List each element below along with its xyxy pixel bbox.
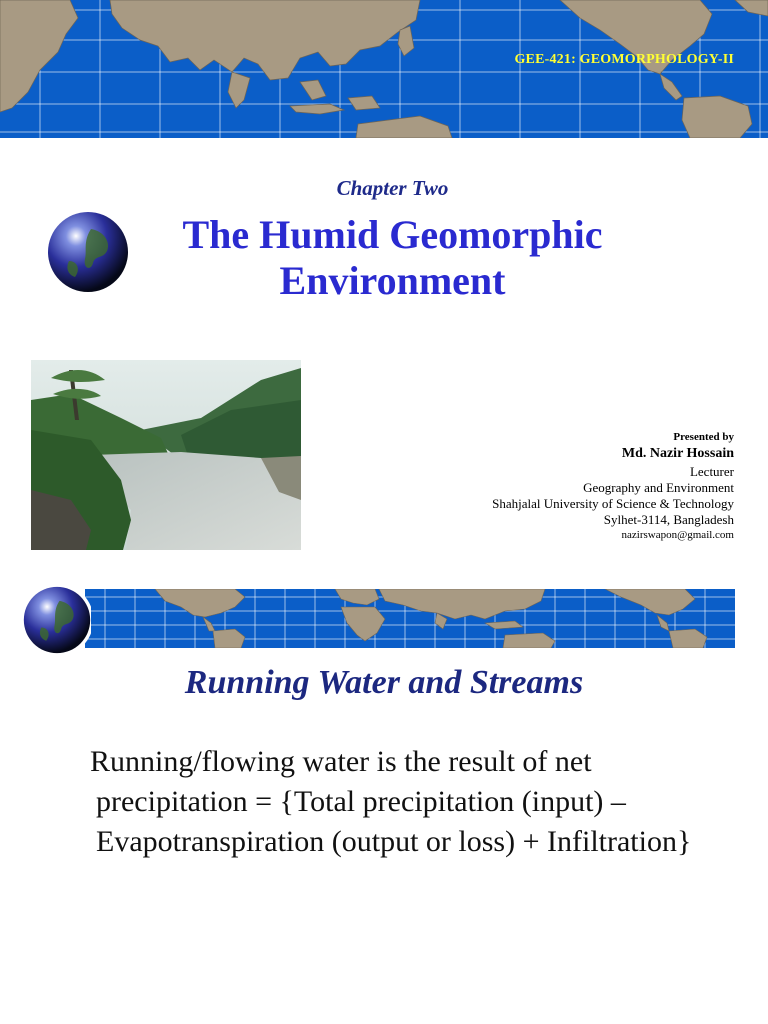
mid-world-map-banner: [85, 589, 735, 648]
presenter-position: Lecturer: [689, 464, 734, 479]
globe-icon: [23, 586, 91, 654]
presenter-department: Geography and Environment: [583, 480, 734, 495]
presenter-university: Shahjalal University of Science & Technology: [492, 496, 734, 511]
world-map-graphic: [0, 0, 768, 138]
section-heading: Running Water and Streams: [184, 664, 584, 701]
globe-icon: [47, 211, 129, 293]
presenter-name: Md. Nazir Hossain: [621, 446, 734, 461]
course-code: GEE-421: GEOMORPHOLOGY-II: [514, 52, 734, 67]
top-world-map-banner: [0, 0, 768, 138]
chapter-label: Chapter Two: [336, 176, 449, 200]
presented-by-label: Presented by: [673, 431, 734, 443]
presenter-email: nazirswapon@gmail.com: [621, 529, 734, 541]
page-title: The Humid Geomorphic Environment: [182, 212, 603, 303]
river-valley-photo: [31, 360, 301, 550]
presenter-info: [492, 431, 734, 543]
section-body-text: Running/flowing water is the result of net precipitation = {Total precipitation (input) – Evapotranspiration (output or loss) + Infiltration}: [90, 745, 692, 858]
presenter-address: Sylhet-3114, Bangladesh: [603, 512, 734, 527]
world-map-strip-graphic: [85, 589, 735, 648]
